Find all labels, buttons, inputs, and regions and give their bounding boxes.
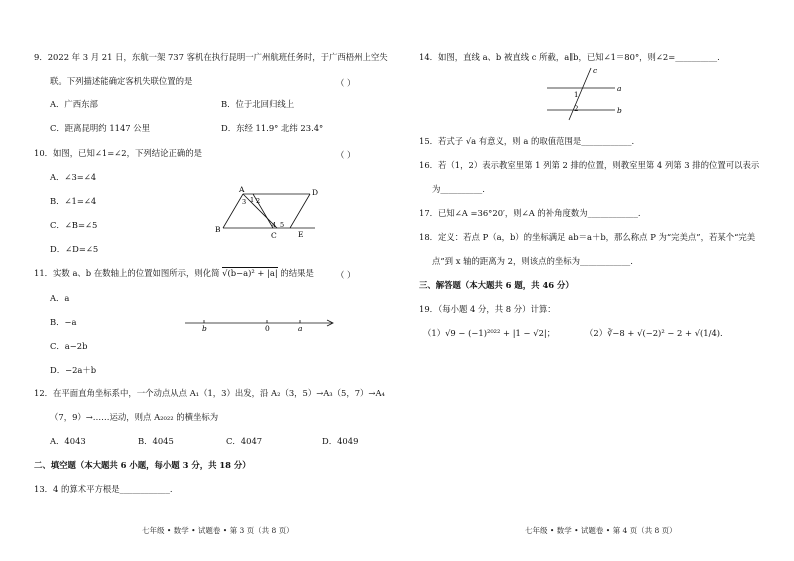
- q9-option-b: B．位于北回归线上: [221, 99, 295, 109]
- q17-stem: 17．已知∠A =36°20′，则∠A 的补角度数为____________.: [419, 208, 641, 218]
- q18-line1: 18．定义：若点 P（a，b）的坐标满足 ab＝a＋b，那么称点 P 为“完美点”，若某个“完美: [419, 232, 756, 242]
- q9-option-d: D．东经 11.9° 北纬 23.4°: [221, 123, 324, 133]
- q11-option-c: C．a−2b: [50, 341, 88, 351]
- q19-part1: （1）√9 − (−1)²⁰²² + |1 − √2|；: [423, 328, 556, 338]
- q14-label-2: 2: [574, 105, 579, 113]
- q12-option-b: B．4045: [138, 436, 174, 446]
- q11-option-b: B．−a: [50, 317, 77, 327]
- q12-option-c: C．4047: [226, 436, 263, 446]
- q11-axis-a: a: [298, 324, 303, 333]
- q11-axis-b: b: [202, 324, 207, 333]
- q10-label-C: C: [271, 231, 277, 240]
- q9-line2: 联。下列描述能确定客机失联位置的是: [50, 76, 193, 86]
- q13-stem: 13．4 的算术平方根是____________.: [34, 484, 173, 494]
- q10-option-b: B．∠1=∠4: [50, 196, 97, 206]
- q14-parallel-lines-figure: [547, 64, 627, 120]
- q19-part2: （2）∛−8 + √(−2)² − 2 + √(1/4).: [585, 328, 723, 338]
- q18-line2: 点”到 x 轴的距离为 2，则该点的坐标为____________.: [432, 256, 633, 266]
- q12-line1: 12．在平面直角坐标系中，一个动点从点 A₁（1，3）出发，沿 A₂（3，5）→A₃（5，7）→A₄: [34, 388, 385, 398]
- q9-option-a: A．广西东部: [50, 99, 98, 109]
- left-page-footer: 七年级 • 数学 • 试题卷 • 第 3 页（共 8 页）: [142, 526, 294, 535]
- q14-stem: 14．如图，直线 a、b 被直线 c 所截，a∥b，已知∠1＝80°，则∠2=__________.: [419, 52, 720, 62]
- q10-label-E: E: [298, 230, 304, 239]
- q16-line2: 为__________.: [432, 184, 485, 194]
- q10-option-d: D．∠D=∠5: [50, 244, 99, 254]
- q10-parallelogram-figure: [210, 185, 340, 248]
- q10-label-1: 1: [250, 196, 255, 204]
- q11-option-d: D．−2a＋b: [50, 365, 97, 375]
- q14-label-c: c: [593, 66, 598, 75]
- q14-label-a: a: [617, 84, 622, 93]
- section-2-heading: 二、填空题（本大题共 6 小题，每小题 3 分，共 18 分）: [34, 460, 251, 470]
- q10-label-2: 2: [256, 197, 261, 205]
- q11-stem: [34, 268, 314, 279]
- q14-label-b: b: [617, 106, 622, 115]
- right-page-footer: 七年级 • 数学 • 试题卷 • 第 4 页（共 8 页）: [525, 526, 677, 535]
- q10-stem: 10．如图，已知∠1=∠2，下列结论正确的是: [34, 148, 202, 158]
- right-page: [397, 0, 794, 561]
- q10-label-B: B: [215, 225, 221, 234]
- q9-answer-paren: （ ）: [336, 78, 356, 88]
- q10-option-c: C．∠B=∠5: [50, 220, 98, 230]
- q10-answer-paren: （ ）: [336, 150, 356, 160]
- q19-stem: 19．（每小题 4 分，共 8 分）计算：: [419, 304, 556, 314]
- q12-option-a: A．4043: [50, 436, 86, 446]
- q10-label-4: 4: [272, 221, 277, 229]
- q12-option-d: D．4049: [322, 436, 359, 446]
- q10-label-5: 5: [280, 221, 285, 229]
- q11-stem-a: 11．实数 a、b 在数轴上的位置如图所示，则化简: [34, 268, 223, 278]
- section-3-heading: 三、解答题（本大题共 6 题，共 46 分）: [419, 280, 574, 290]
- q9-option-c: C．距离昆明约 1147 公里: [50, 123, 151, 133]
- q11-number-line: [185, 314, 337, 334]
- q11-radical-expression: √(b−a)² + |a|: [222, 268, 278, 278]
- q11-answer-paren: （ ）: [336, 270, 356, 280]
- q11-axis-0: 0: [265, 324, 270, 333]
- q14-label-1: 1: [574, 91, 579, 99]
- q16-line1: 16．若（1，2）表示教室里第 1 列第 2 排的位置，则教室里第 4 列第 3 排的位置可以表示: [419, 160, 760, 170]
- q10-option-a: A．∠3=∠4: [50, 172, 97, 182]
- q10-label-D: D: [312, 188, 319, 197]
- q11-stem-c: 的结果是: [277, 268, 314, 278]
- q10-label-3: 3: [242, 198, 247, 206]
- q9-line1: 9．2022 年 3 月 21 日，东航一架 737 客机在执行昆明一广州航班任务时，于广西梧州上空失: [34, 52, 388, 62]
- q11-option-a: A．a: [50, 293, 70, 303]
- q15-stem: 15．若式子 √a 有意义，则 a 的取值范围是____________.: [419, 136, 635, 146]
- q10-label-A: A: [239, 185, 245, 194]
- q12-line2: （7，9）→……运动，则点 A₂₀₂₂ 的横坐标为: [50, 412, 219, 422]
